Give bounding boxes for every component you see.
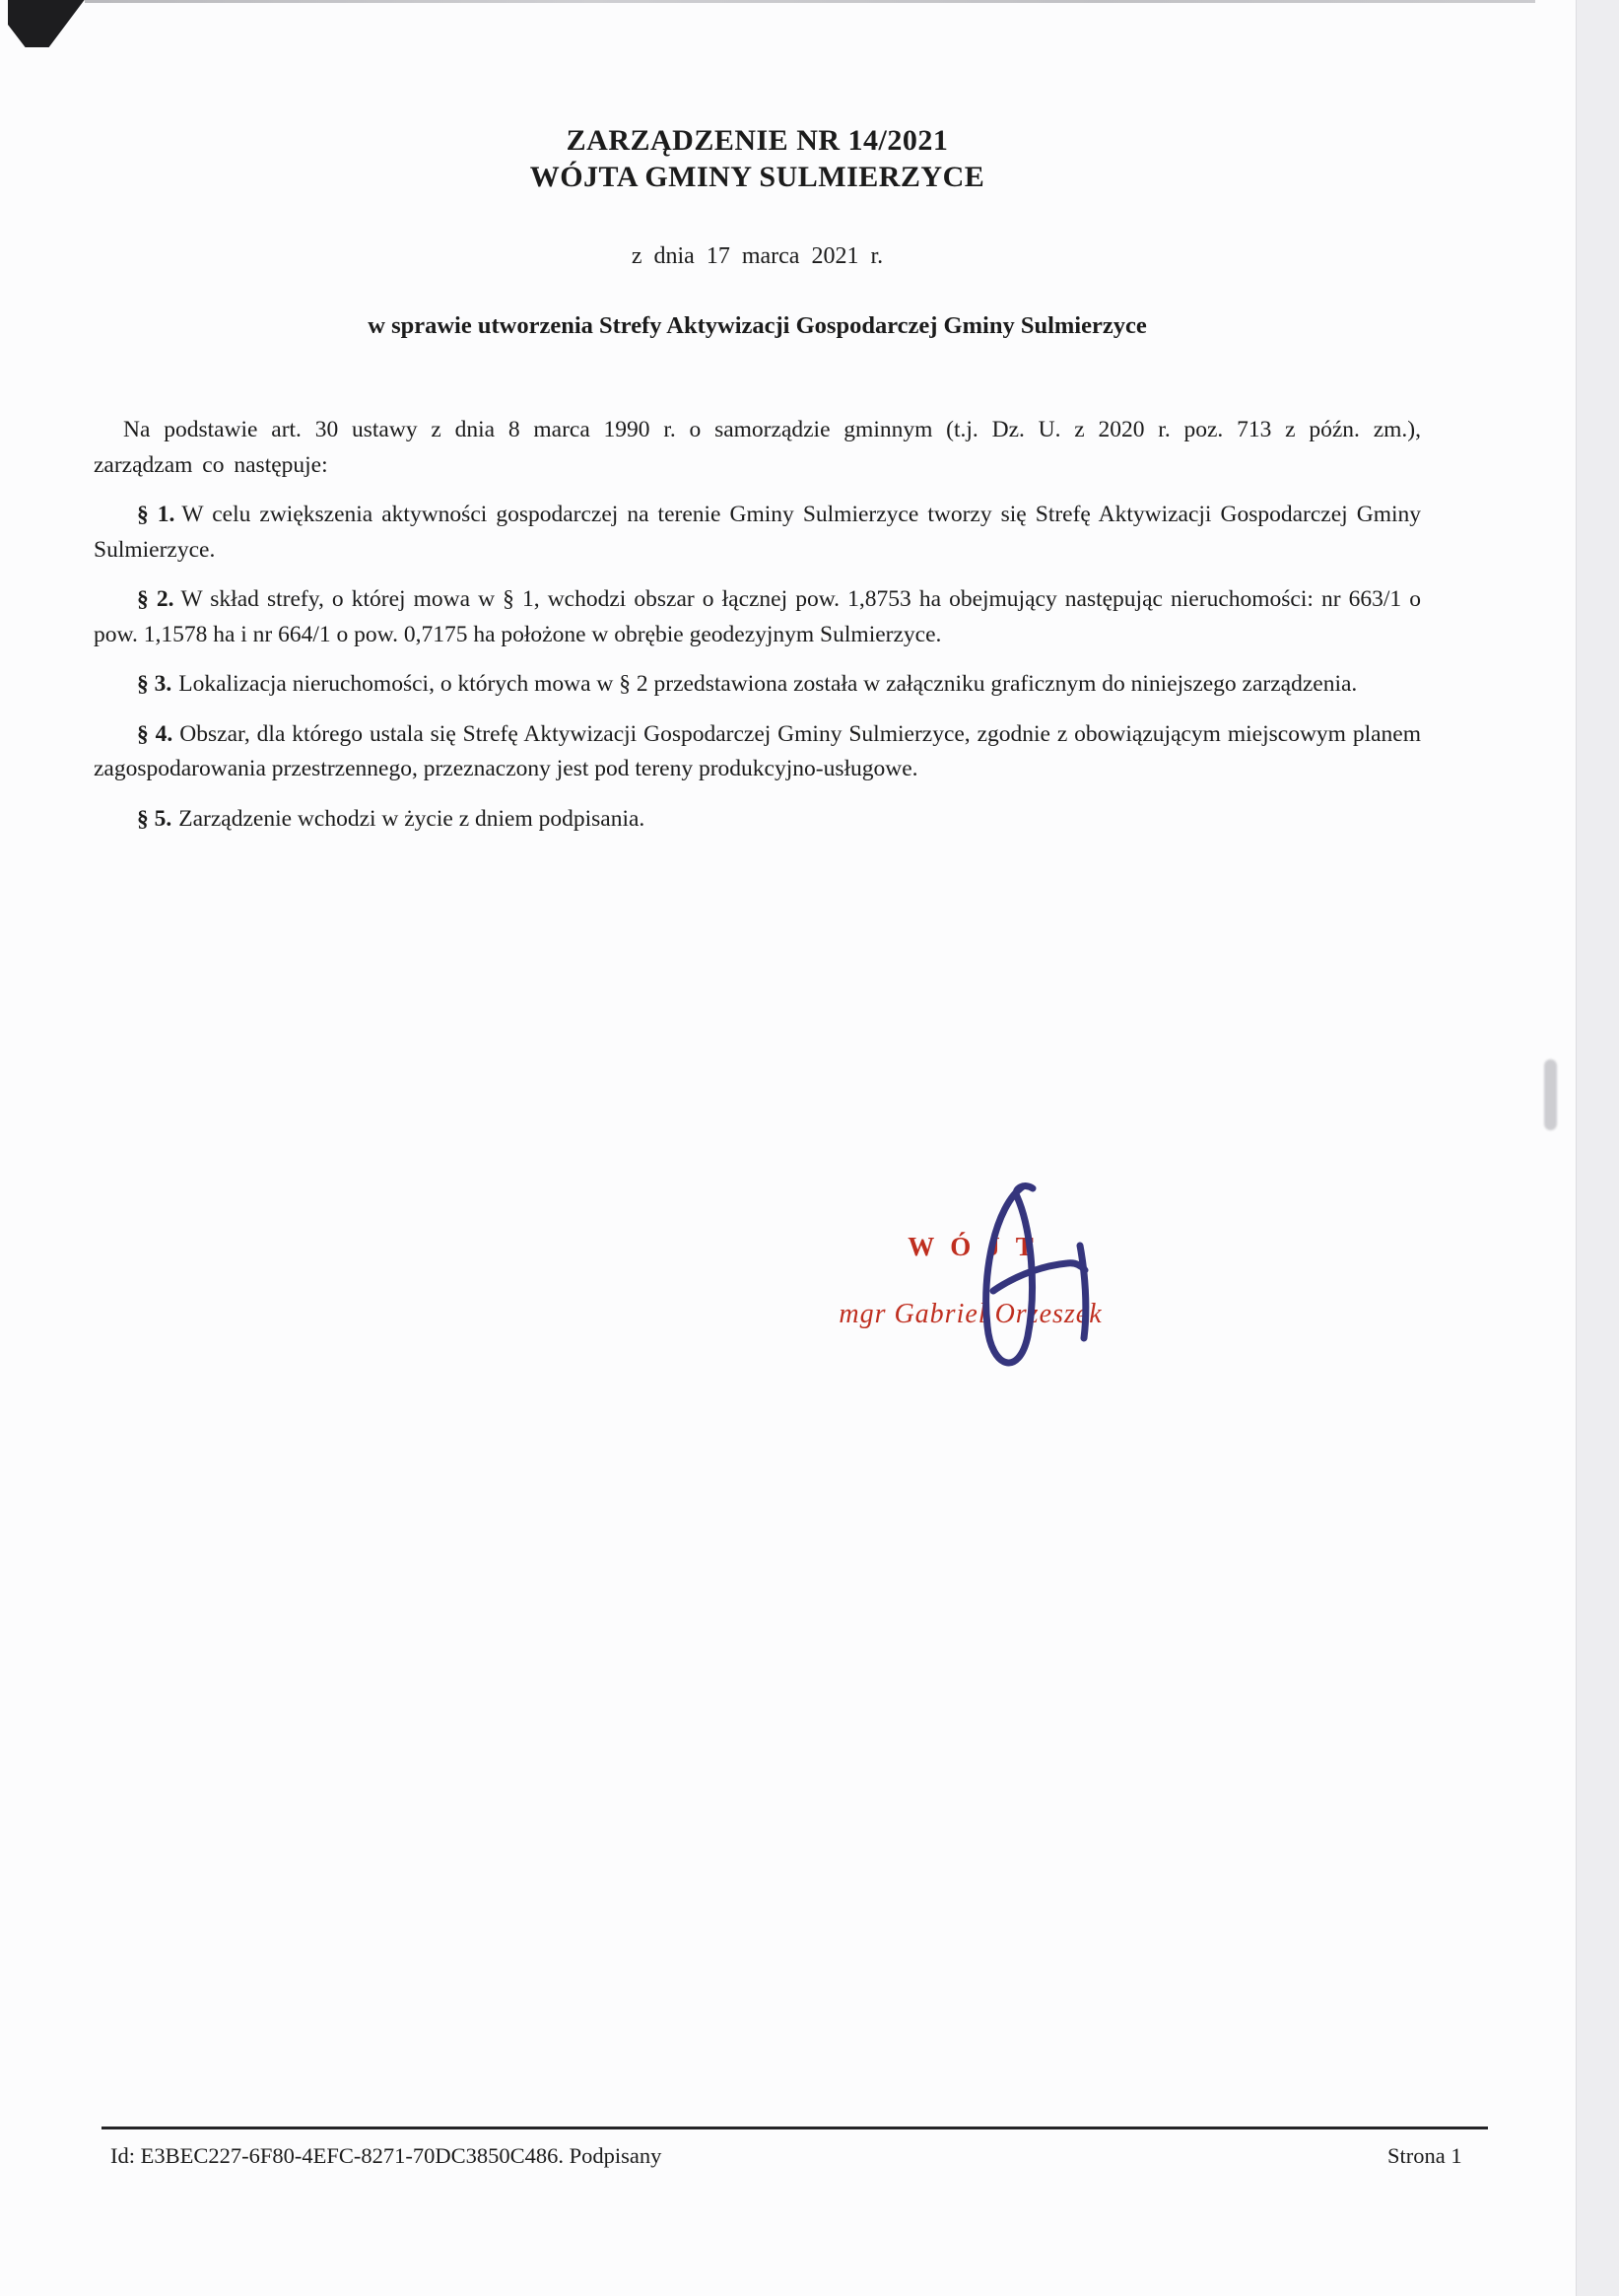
paragraph-text: W skład strefy, o której mowa w § 1, wchodzi obszar o łącznej pow. 1,8753 ha obejmujący następując nieruchomości: nr 663/1 o pow. 1,1578 ha i nr 664/1 o pow. 0,7175 ha położone w obrębie geodezyjnym Sulmierzyce. [94, 586, 1421, 647]
paragraph [94, 582, 1421, 652]
section-symbol: § 3. [137, 671, 172, 697]
paragraph [94, 667, 1421, 703]
paragraph [94, 717, 1421, 787]
scan-artifact-corner [8, 0, 87, 47]
section-symbol: § 2. [137, 586, 174, 612]
subject-line: w sprawie utworzenia Strefy Aktywizacji Gospodarczej Gminy Sulmierzyce [368, 312, 1147, 339]
document-id: Id: E3BEC227-6F80-4EFC-8271-70DC3850C486. Podpisany [110, 2143, 662, 2168]
signature-name-stamp: mgr Gabriel Orzeszek [839, 1299, 1103, 1329]
paragraph [94, 802, 1421, 838]
scan-smudge [1544, 1059, 1557, 1130]
paragraph-text: Zarządzenie wchodzi w życie z dniem podpisania. [178, 805, 645, 832]
scan-edge-band [1576, 0, 1619, 2296]
footer-divider [101, 2127, 1488, 2129]
issuer-title: WÓJTA GMINY SULMIERZYCE [529, 161, 985, 193]
paragraph [94, 413, 1421, 483]
signature-role-stamp: WÓJT [908, 1232, 1049, 1261]
page-number: Strona 1 [1387, 2143, 1462, 2168]
paragraph-text: Na podstawie art. 30 ustawy z dnia 8 marca 1990 r. o samorządzie gminnym (t.j. Dz. U. z 2020 r. poz. 713 z późn. zm.), zarządzam co następuje: [94, 417, 1421, 478]
paragraph-text: Obszar, dla którego ustala się Strefę Aktywizacji Gospodarczej Gminy Sulmierzyce, zgodnie z obowiązującym miejscowym planem zagospodarowania przestrzennego, przeznaczony jest pod tereny produkcyjno-usługowe. [94, 720, 1422, 781]
scan-edge-line [85, 0, 1535, 3]
paragraph-text: Lokalizacja nieruchomości, o których mowa w § 2 przedstawiona została w załączniku graficznym do niniejszego zarządzenia. [178, 671, 1358, 697]
section-symbol: § 4. [137, 720, 173, 747]
ordinance-number-title: ZARZĄDZENIE NR 14/2021 [566, 124, 949, 157]
paragraph [94, 498, 1421, 568]
section-symbol: § 5. [137, 805, 172, 832]
paragraph-text: W celu zwiększenia aktywności gospodarczej na terenie Gminy Sulmierzyce tworzy się Strefę Aktywizacji Gospodarczej Gminy Sulmierzyce. [94, 502, 1421, 563]
document-body [94, 413, 1421, 851]
section-symbol: § 1. [137, 502, 175, 527]
handwritten-signature-icon [936, 1179, 1133, 1385]
date-line: z dnia 17 marca 2021 r. [631, 243, 884, 269]
